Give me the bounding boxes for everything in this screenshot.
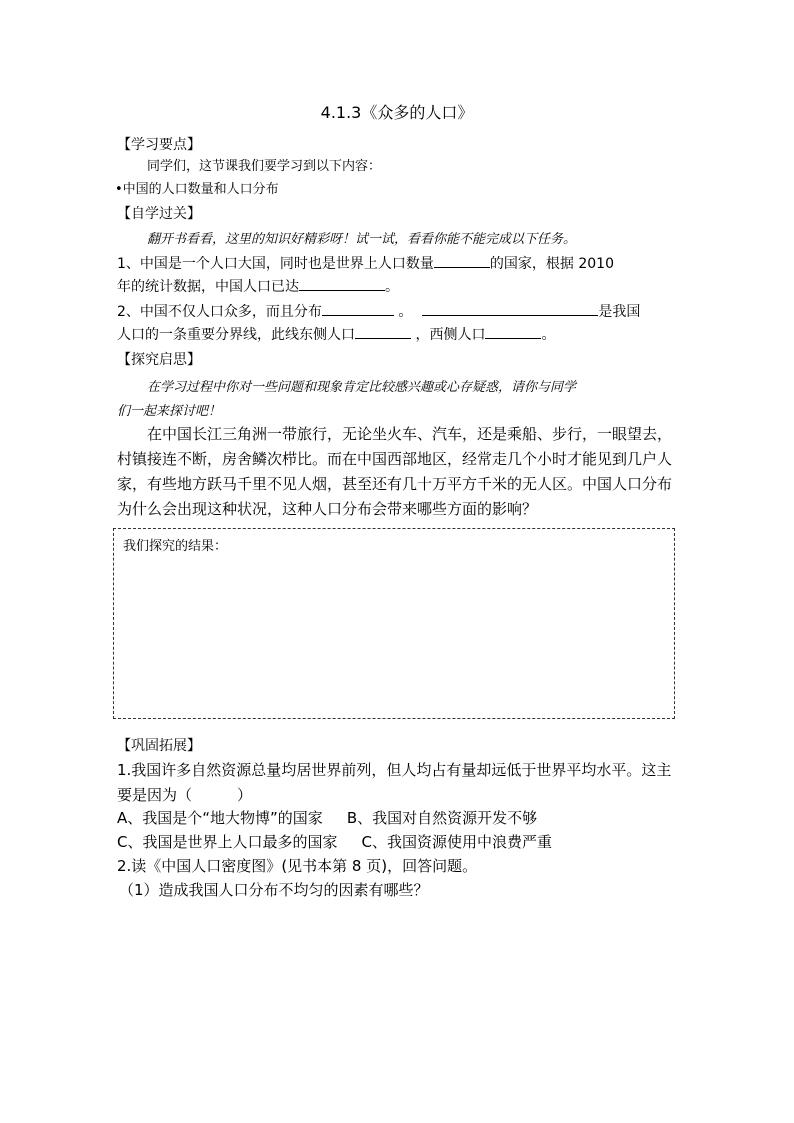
heading-self-study: 【自学过关】 [117, 206, 201, 222]
explore-intro: 在学习过程中你对一些问题和现象肯定比较感兴趣或心存疑惑，请你与同学 [147, 380, 577, 395]
option-c[interactable]: C、我国是世界上人口最多的国家 [117, 833, 338, 851]
mcq-options-row-1 [117, 806, 679, 831]
answer-box-label: 我们探究的结果： [123, 539, 228, 554]
question-1: 1、中国是一个人口大国，同时也是世界上人口数量 的国家，根据 2010 年的统计数据，中国人口已达 。 [117, 253, 679, 299]
question-2-sub-1: （1）造成我国人口分布不均匀的因素有哪些？ [119, 881, 429, 899]
self-study-intro: 翻开书看看，这里的知识好精彩呀！试一试，看看你能不能完成以下任务。 [147, 232, 577, 247]
heading-learning-points: 【学习要点】 [117, 137, 201, 153]
mcq-question-1: 1.我国许多自然资源总量均居世界前列，但人均占有量却远低于世界平均水平。这主要是因为（ ） [117, 761, 672, 804]
fill-blank[interactable] [434, 253, 490, 268]
option-b[interactable]: B、我国对自然资源开发不够 [346, 809, 538, 827]
fill-blank[interactable] [355, 324, 411, 339]
fill-blank[interactable] [299, 276, 385, 291]
explore-paragraph: 在中国长江三角洲一带旅行，无论坐火车、汽车，还是乘船、步行，一眼望去，村镇接连不断，房舍鳞次栉比。而在中国西部地区，经常走几个小时才能见到几户人家，有些地方跃马千里不见人烟，甚至还有几十万平方千米的无人区。中国人口分布为什么会出现这种状况，这种人口分布会带来哪些方面的影响？ [117, 425, 673, 518]
heading-explore: 【探究启思】 [117, 352, 201, 368]
learning-intro: 同学们，这节课我们要学习到以下内容： [147, 159, 382, 174]
question-2: 2、中国不仅人口众多，而且分布 。 是我国 人口的一条重要分界线，此线东侧人口 ，西侧人口 。 [117, 301, 679, 347]
learning-bullet: •中国的人口数量和人口分布 [115, 182, 279, 197]
explore-intro-2: 们一起来探讨吧！ [117, 404, 222, 419]
option-d[interactable]: C、我国资源使用中浪费严重 [361, 833, 552, 851]
question-2-text: 2.读《中国人口密度图》(见书本第 8 页)，回答问题。 [117, 857, 478, 875]
fill-blank[interactable] [322, 301, 394, 316]
fill-blank[interactable] [422, 301, 598, 316]
fill-blank[interactable] [485, 324, 541, 339]
option-a[interactable]: A、我国是个“地大物博”的国家 [117, 809, 323, 827]
page-title: 4.1.3《众多的人口》 [320, 103, 474, 122]
mcq-options-row-2 [117, 830, 679, 855]
answer-box[interactable] [113, 528, 675, 719]
heading-consolidate: 【巩固拓展】 [117, 738, 201, 754]
